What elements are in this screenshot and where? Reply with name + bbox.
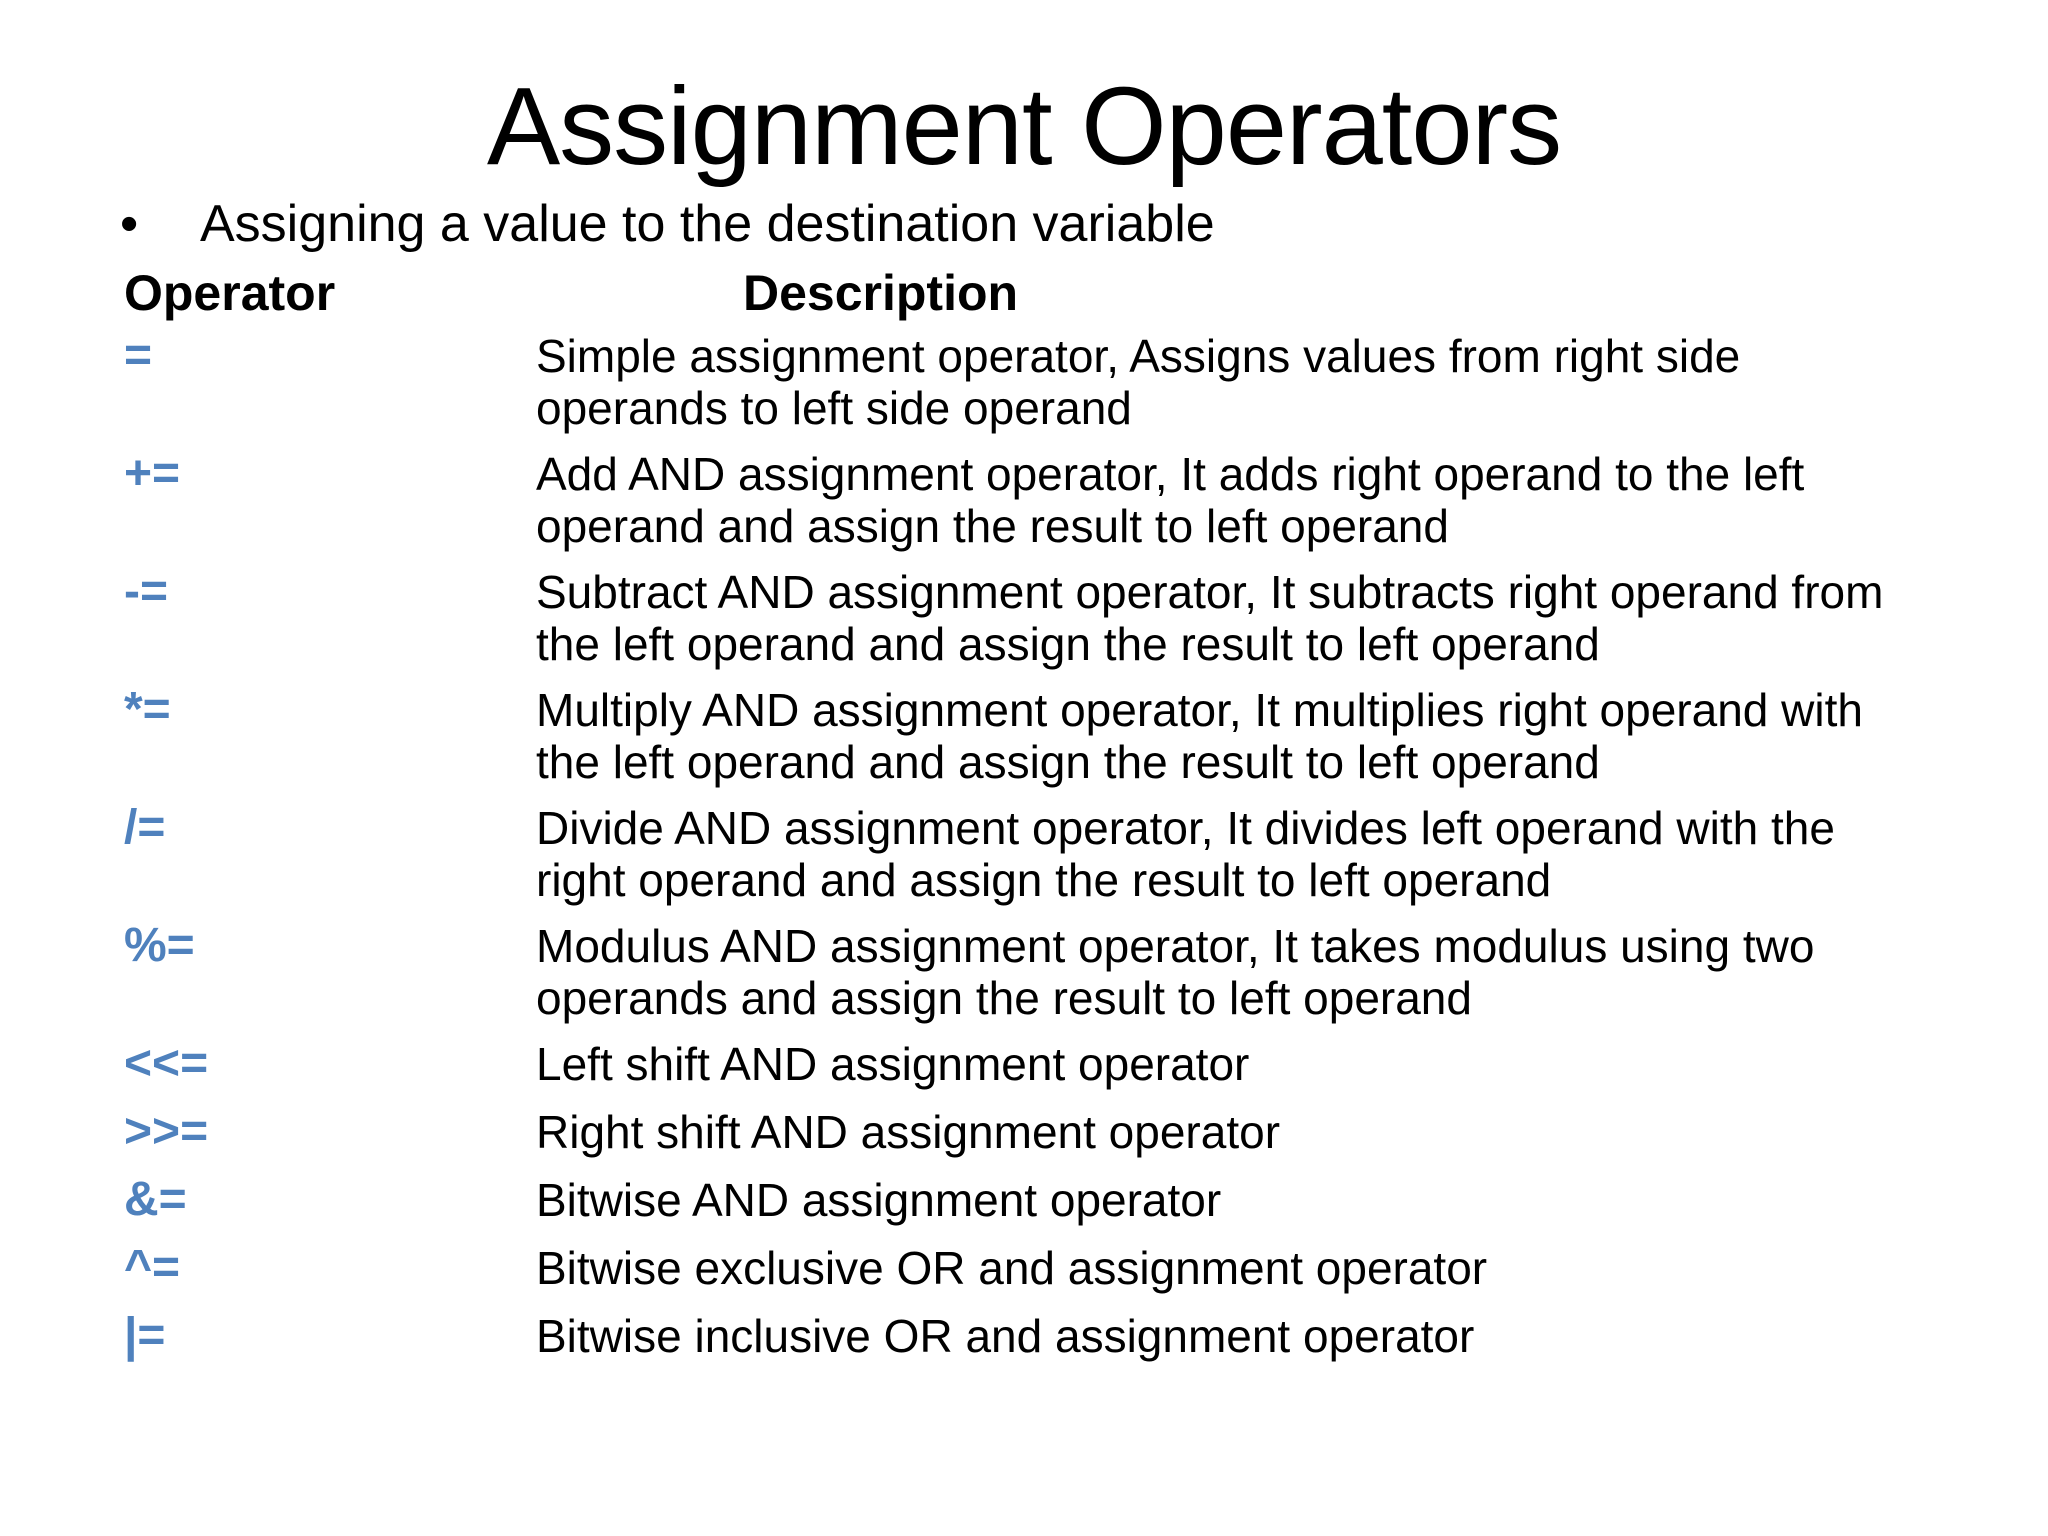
operator-column-header: Operator bbox=[124, 265, 336, 321]
operator-description: Subtract AND assignment operator, It subtracts right operand from the left operand and assign the result to left operand bbox=[536, 566, 1884, 670]
operator-symbol: /= bbox=[124, 801, 166, 854]
table-row bbox=[0, 566, 2048, 684]
operator-symbol: |= bbox=[124, 1309, 166, 1362]
operator-description: Bitwise exclusive OR and assignment operator bbox=[536, 1242, 1488, 1294]
description-column-header: Description bbox=[743, 265, 1019, 321]
operator-description: Bitwise inclusive OR and assignment operator bbox=[536, 1310, 1475, 1362]
table-row bbox=[0, 448, 2048, 566]
operator-symbol: ^= bbox=[124, 1241, 181, 1294]
operator-symbol: = bbox=[124, 329, 153, 382]
operator-description: Left shift AND assignment operator bbox=[536, 1038, 1250, 1090]
operator-description: Right shift AND assignment operator bbox=[536, 1106, 1281, 1158]
operator-symbol: *= bbox=[124, 683, 171, 736]
table-row bbox=[0, 684, 2048, 802]
operator-symbol: %= bbox=[124, 919, 195, 972]
operator-symbol: &= bbox=[124, 1173, 187, 1226]
bullet-text: Assigning a value to the destination variable bbox=[200, 195, 1215, 253]
slide-title: Assignment Operators bbox=[486, 65, 1562, 188]
operator-symbol: <<= bbox=[124, 1037, 209, 1090]
operator-description: Bitwise AND assignment operator bbox=[536, 1174, 1222, 1226]
table-row bbox=[0, 1310, 2048, 1378]
table-row bbox=[0, 1242, 2048, 1310]
table-row bbox=[0, 1038, 2048, 1106]
operator-symbol: -= bbox=[124, 565, 169, 618]
operator-description: Divide AND assignment operator, It divides left operand with the right operand and assign the result to left operand bbox=[536, 802, 1835, 906]
bullet-dot: • bbox=[120, 195, 139, 253]
operator-description: Simple assignment operator, Assigns values from right side operands to left side operand bbox=[536, 330, 1741, 434]
operator-description: Add AND assignment operator, It adds right operand to the left operand and assign the result to left operand bbox=[536, 448, 1805, 552]
operator-symbol: += bbox=[124, 447, 181, 500]
bullet-item bbox=[120, 192, 1215, 256]
table-row bbox=[0, 1106, 2048, 1174]
table-row bbox=[0, 920, 2048, 1038]
operator-symbol: >>= bbox=[124, 1105, 209, 1158]
operator-description: Multiply AND assignment operator, It multiplies right operand with the left operand and assign the result to left operand bbox=[536, 684, 1863, 788]
operator-description: Modulus AND assignment operator, It takes modulus using two operands and assign the result to left operand bbox=[536, 920, 1815, 1024]
operator-table bbox=[0, 330, 2048, 1378]
table-row bbox=[0, 330, 2048, 448]
table-row bbox=[0, 1174, 2048, 1242]
table-row bbox=[0, 802, 2048, 920]
